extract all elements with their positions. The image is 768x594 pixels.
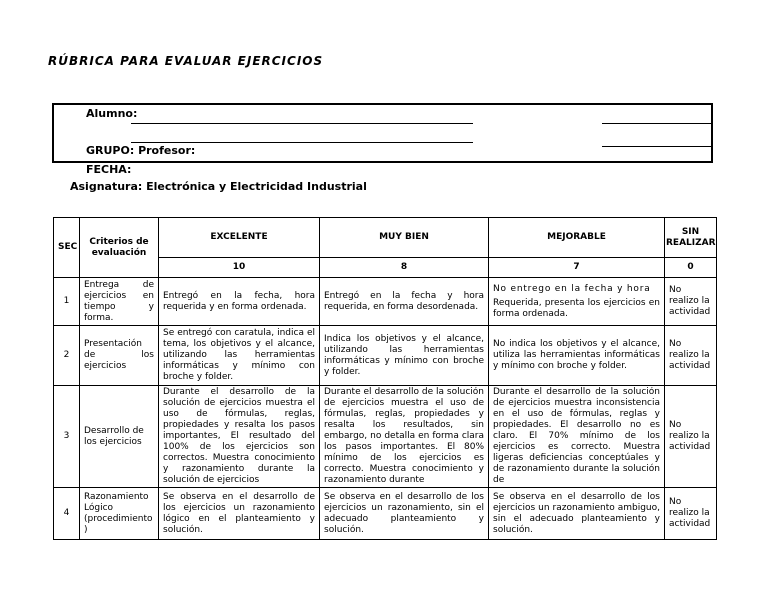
document-title: RÚBRICA PARA EVALUAR EJERCICIOS xyxy=(48,54,324,68)
fecha-label: FECHA: xyxy=(86,163,132,176)
row-sec: 4 xyxy=(54,488,80,540)
alumno-line[interactable] xyxy=(131,123,473,124)
row-muy-bien: Entregó en la fecha y hora requerida, en forma desordenada. xyxy=(320,278,489,326)
score-sin-realizar: 0 xyxy=(665,258,717,278)
row-sec: 3 xyxy=(54,386,80,488)
row-mejorable-line2: Requerida, presenta los ejercicios en forma ordenada. xyxy=(493,297,660,319)
side-line-1[interactable] xyxy=(602,123,713,124)
row-mejorable: Se observa en el desarrollo de los ejercicios un razonamiento ambiguo, sin el adecuado planteamiento y solución. xyxy=(489,488,665,540)
row-sin-realizar: No realizo la actividad xyxy=(665,326,717,386)
side-line-2[interactable] xyxy=(602,146,713,147)
header-criteria: Criterios de evaluación xyxy=(80,218,159,278)
row-excelente: Se observa en el desarrollo de los ejercicios un razonamiento lógico en el planteamiento y solución. xyxy=(159,488,320,540)
subject-heading: Asignatura: Electrónica y Electricidad Industrial xyxy=(70,180,367,193)
row-sec: 2 xyxy=(54,326,80,386)
row-excelente: Se entregó con caratula, indica el tema, los objetivos y el alcance, utilizando las herramientas informáticas y mínimo con broche y folder. xyxy=(159,326,320,386)
header-excelente: EXCELENTE xyxy=(159,218,320,258)
rubric-table xyxy=(53,217,717,540)
score-excelente: 10 xyxy=(159,258,320,278)
row-criterion: Desarrollo de los ejercicios xyxy=(80,386,159,488)
row-criterion: Razonamiento Lógico (procedimiento ) xyxy=(80,488,159,540)
row-mejorable xyxy=(489,386,665,488)
row-sec: 1 xyxy=(54,278,80,326)
alumno-line-2[interactable] xyxy=(131,142,473,143)
table-row xyxy=(54,278,717,326)
header-sin-realizar: SIN REALIZAR xyxy=(665,218,717,258)
score-muy-bien: 8 xyxy=(320,258,489,278)
header-sec: SEC xyxy=(54,218,80,278)
table-row xyxy=(54,488,717,540)
grupo-profesor-label: GRUPO: Profesor: xyxy=(86,144,196,157)
row-excelente: Entregó en la fecha, hora requerida y en forma ordenada. xyxy=(159,278,320,326)
row-mejorable: No indica los objetivos y el alcance, utiliza las herramientas informáticas y mínimo con broche y folder. xyxy=(489,326,665,386)
row-muy-bien xyxy=(320,386,489,488)
row-mejorable-text: Durante el desarrollo de la solución de ejercicios muestra inconsistencia en el uso de fórmulas, reglas y propiedades. El desarrollo no es claro. El 70% mínimo de los ejercicios es correcto. Muestra ligeras deficiencias conceptúales y de razonamiento durante la solución de xyxy=(493,387,660,485)
table-row xyxy=(54,386,717,488)
row-sin-realizar: No realizo la actividad xyxy=(665,278,717,326)
row-excelente-text: Durante el desarrollo de la solución de ejercicios muestra el uso de fórmulas, reglas, propiedades y resalta los pasos importantes, El resultado del 100% de los ejercicios son correctos. Muestra conocimiento y razonamiento durante la solución de ejercicios xyxy=(163,387,315,485)
row-criterion: Presentación de los ejercicios xyxy=(80,326,159,386)
score-mejorable: 7 xyxy=(489,258,665,278)
row-excelente xyxy=(159,386,320,488)
row-sin-realizar: No realizo la actividad xyxy=(665,386,717,488)
row-muy-bien-text: Durante el desarrollo de la solución de ejercicios muestra el uso de fórmulas, reglas, propiedades y resalta los resultados, sin embargo, no detalla en forma clara los pasos importantes. El 80% mínimo de los ejercicios es correcto. Muestra conocimiento y razonamiento durante xyxy=(324,387,484,485)
row-muy-bien: Se observa en el desarrollo de los ejercicios un razonamiento, sin el adecuado planteamiento y solución. xyxy=(320,488,489,540)
row-mejorable xyxy=(489,278,665,326)
alumno-label: Alumno: xyxy=(86,107,138,120)
row-muy-bien: Indica los objetivos y el alcance, utilizando las herramientas informáticas y mínimo con broche y folder. xyxy=(320,326,489,386)
header-mejorable: MEJORABLE xyxy=(489,218,665,258)
row-sin-realizar: No realizo la actividad xyxy=(665,488,717,540)
header-muy-bien: MUY BIEN xyxy=(320,218,489,258)
row-mejorable-line1: No entrego en la fecha y hora xyxy=(493,283,651,294)
row-criterion: Entrega de ejercicios en tiempo y forma. xyxy=(80,278,159,326)
table-row xyxy=(54,326,717,386)
